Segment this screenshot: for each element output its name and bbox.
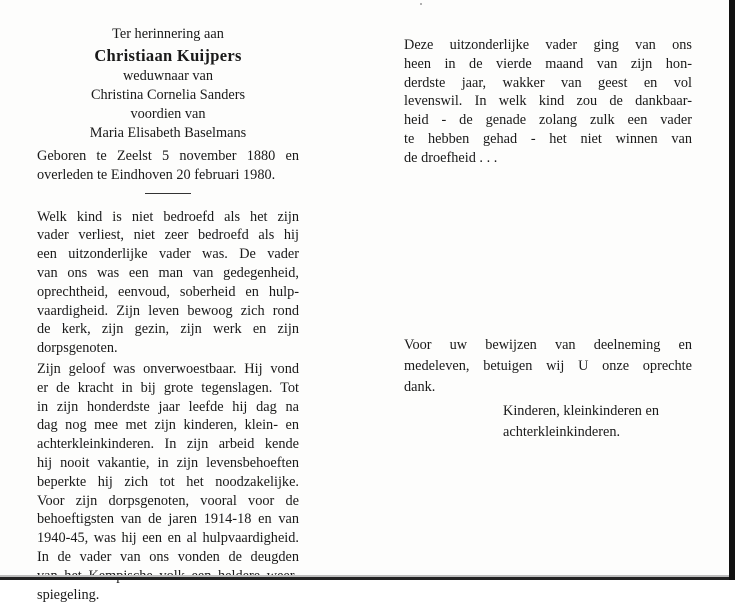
signature-line: Kinderen, kleinkinderen en (503, 403, 660, 419)
text-line: beperkte hij zich tot het noodzakelijke. (37, 473, 299, 490)
text-line: er de kracht in bij grote tegenslagen. Tot (37, 379, 299, 396)
intro-line: Ter herinnering aan (112, 26, 224, 42)
text-line: heid - de genade zolang zulk een vader (404, 112, 692, 129)
text-line: van ons was een man van gedegenheid, (37, 264, 299, 281)
text-line: derdste jaar, wakker van geest en vol (404, 74, 692, 91)
text-line: Zijn geloof was onverwoestbaar. Hij vond (37, 360, 299, 377)
thanks-paragraph (404, 335, 692, 398)
body-paragraph-2 (37, 360, 299, 604)
text-line: Deze uitzonderlijke vader ging van ons (404, 37, 692, 53)
text-line: vader verliest, niet zeer bedroefd als hij (37, 227, 299, 244)
text-line: achterkleinkinderen. In zijn arbeid kende (37, 436, 299, 453)
text-line: een uitzonderlijke vader was. De vader (37, 246, 299, 263)
text-line: hij nooit vakantie, in zijn levensbehoeften (37, 454, 299, 471)
text-line: dank. (404, 379, 436, 395)
divider-rule (145, 193, 191, 194)
text-line: spiegeling. (37, 586, 100, 603)
text-line: de droefheid . . . (404, 149, 498, 166)
text-line: oprechtheid, eenvoud, soberheid en hulp- (37, 283, 299, 300)
relation-formerly: voordien van (130, 106, 206, 122)
text-line: In de vader van ons vonden de deugden (37, 548, 299, 565)
text-line: heen in de vierde maand van zijn hon- (404, 55, 692, 72)
closing-paragraph (404, 36, 692, 168)
relation-widower: weduwnaar van (122, 68, 214, 84)
birth-line: Geboren te Zeelst 5 november 1880 en (37, 148, 299, 164)
spouse-name-2: Maria Elisabeth Baselmans (89, 125, 247, 141)
signature-block (503, 401, 659, 443)
text-line: 1940-45, was hij een en al hulpvaardigheid. (37, 530, 299, 547)
left-column (37, 25, 299, 604)
text-line: Voor zijn dorpsgenoten, vooral voor de (37, 492, 299, 509)
text-line: in zijn honderdste jaar leefde hij dag na (37, 398, 299, 415)
text-line: levenswil. In welk kind zou de dankbaar- (404, 93, 692, 110)
text-line: Voor uw bewijzen van deelneming en (404, 337, 692, 353)
text-line: Welk kind is niet bedroefd als het zijn (37, 208, 299, 225)
spouse-name-1: Christina Cornelia Sanders (90, 87, 246, 103)
paper-speck (420, 3, 422, 5)
text-line: dag nog mee met zijn kinderen, klein- en (37, 417, 299, 434)
right-edge (729, 0, 735, 580)
text-line: dorpsgenoten. (37, 340, 118, 357)
text-line: te hebben gehad - het niet winnen van (404, 130, 692, 147)
text-line: vaardigheid. Zijn leven bewoog zich rond (37, 302, 299, 319)
text-line: medeleven, betuigen wij U onze oprechte (404, 358, 692, 374)
body-paragraph-1 (37, 208, 299, 358)
death-line: overleden te Eindhoven 20 februari 1980. (37, 166, 276, 183)
text-line: de kerk, zijn gezin, zijn werk en zijn (37, 321, 299, 338)
text-line: behoeftigsten van de jaren 1914-18 en van (37, 511, 299, 528)
signature-line: achterkleinkinderen. (503, 424, 621, 440)
deceased-name: Christiaan Kuijpers (94, 46, 242, 65)
